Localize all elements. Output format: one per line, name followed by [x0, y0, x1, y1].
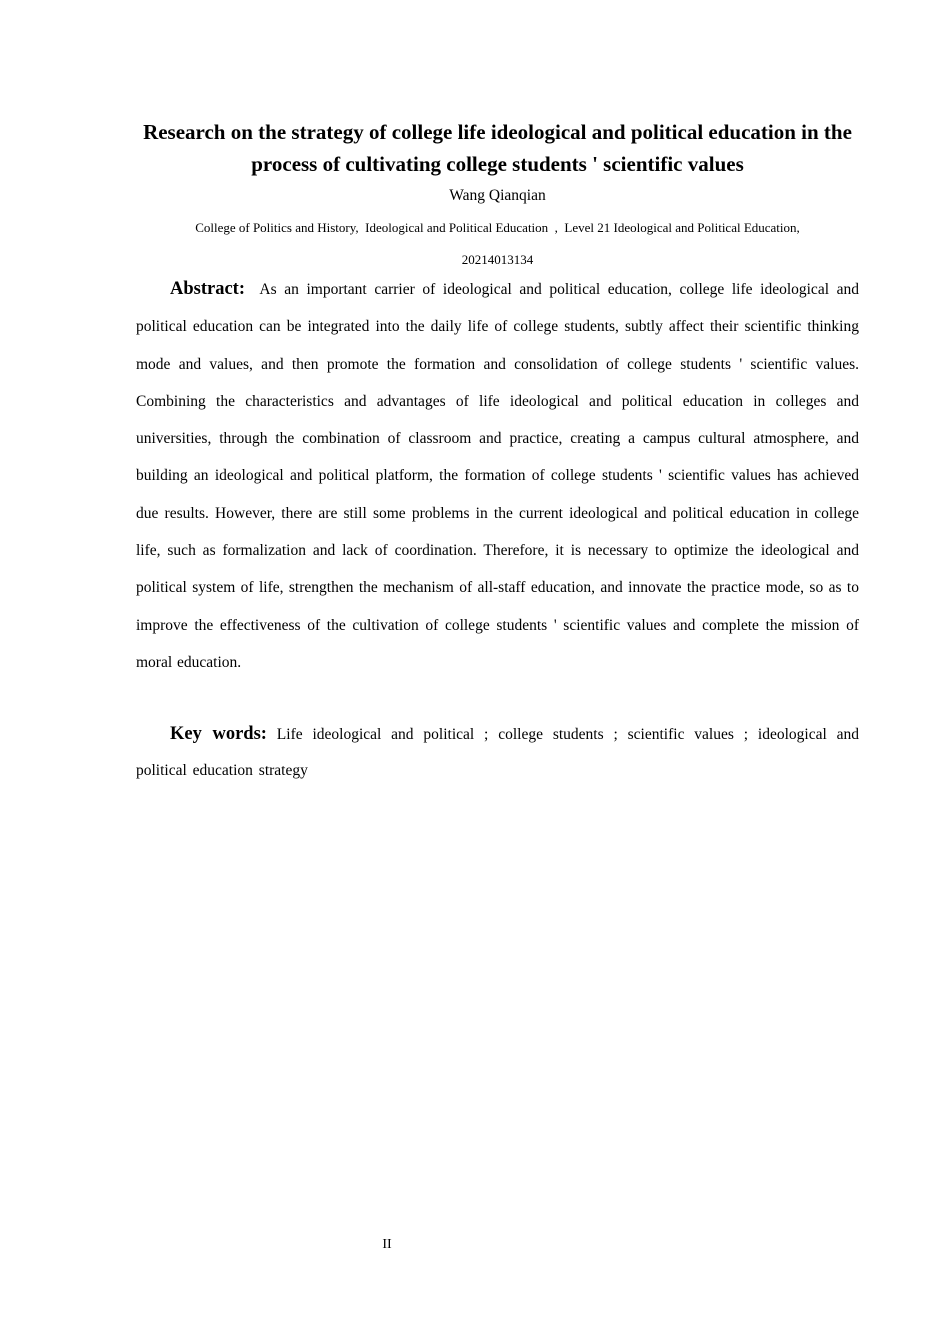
keywords-text: Life ideological and political ; college students ; scientific values ; ideological and political education strategy	[136, 726, 860, 779]
author-name: Wang Qianqian	[449, 187, 546, 204]
keywords-label: Key words:	[170, 724, 267, 744]
author-affiliation: College of Politics and History, Ideological and Political Education , Level 21 Ideological and Political Education,	[195, 220, 800, 235]
page-number: II	[382, 1237, 392, 1252]
abstract-label: Abstract:	[170, 279, 246, 299]
keywords-paragraph	[136, 716, 859, 789]
abstract-text: As an important carrier of ideological and political education, college life ideological and political education can be integrated into the daily life of college students, subtly affect their scientific thinking mode and values, and then promote the formation and consolidation of college students ' scientific values. Combining the characteristics and advantages of life ideological and political education in colleges and universities, through the combination of classroom and practice, creating a campus cultural atmosphere, and building an ideological and political platform, the formation of college students ' scientific values has achieved due results. However, there are still some problems in the current ideological and political education in college life, such as formalization and lack of coordination. Therefore, it is necessary to optimize the ideological and political system of life, strengthen the mechanism of all-staff education, and innovate the practice mode, so as to improve the effectiveness of the cultivation of college students ' scientific values and complete the mission of moral education.	[136, 281, 859, 671]
abstract-paragraph	[136, 271, 859, 681]
paper-title: Research on the strategy of college life ideological and political education in the process of cultivating college students ' scientific values	[143, 120, 852, 176]
student-id: 20214013134	[461, 252, 534, 267]
